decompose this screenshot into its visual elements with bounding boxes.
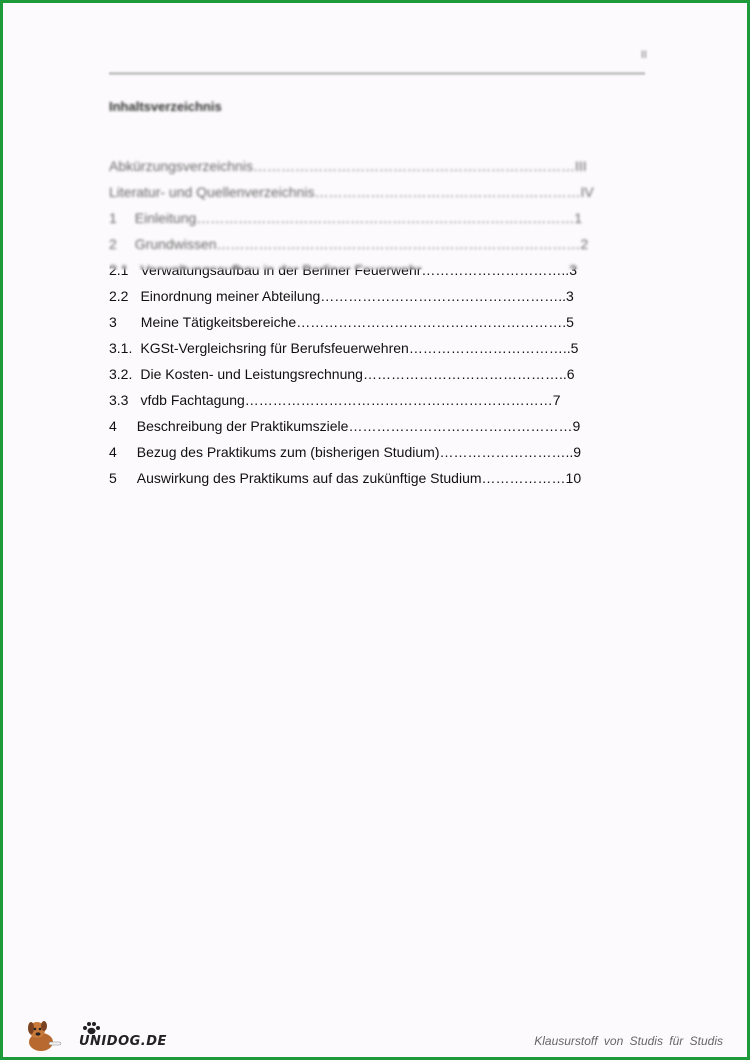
toc-entry-title: Meine Tätigkeitsbereiche [140, 314, 297, 330]
toc-entry [109, 309, 629, 335]
toc-entry [109, 283, 629, 309]
toc-entry [109, 335, 629, 361]
toc-entry-number: 2 [109, 236, 117, 252]
footer-tagline: Klausurstoff von Studis für Studis [534, 1034, 723, 1048]
toc-entry-leader: ………………………………………………………… [244, 392, 553, 408]
toc-entry-page: 3 [569, 262, 577, 278]
toc-entry-title: Grundwissen [134, 236, 217, 252]
toc-entry [109, 413, 629, 439]
header-divider [109, 72, 645, 75]
toc-entry-page: 6 [566, 366, 575, 382]
toc-entry-number: 2.1 [109, 262, 129, 278]
toc-entry-page: 9 [572, 418, 581, 434]
unidog-logo[interactable] [23, 1016, 167, 1054]
toc-entry-number: 4 [109, 418, 117, 434]
toc-entry-page: 7 [552, 392, 561, 408]
toc-entry-number: 3.3 [109, 392, 129, 408]
toc-entry-page: 2 [580, 236, 589, 252]
toc-entry-page: 5 [566, 314, 574, 330]
toc-entry-title: KGSt-Vergleichsring für Berufsfeuerwehren [140, 340, 409, 356]
toc-entry-title: Einordnung meiner Abteilung [140, 288, 321, 304]
toc-entry [109, 387, 629, 413]
toc-entry-leader: ……………………………………………………………………… [196, 210, 575, 226]
toc-entry-title: vfdb Fachtagung [140, 392, 245, 408]
page-number: II [640, 49, 647, 61]
toc-entry-leader: ………………………………………………… [314, 184, 581, 200]
toc-entry [109, 439, 629, 465]
toc-entry-leader: …………………………………………….. [320, 288, 567, 304]
toc-entry [109, 153, 629, 179]
toc-entry-number: 1 [109, 210, 117, 226]
toc-entry-leader: …………………………….. [408, 340, 571, 356]
toc-entry-title: Auswirkung des Praktikums auf das zukünftige Studium [136, 470, 482, 486]
toc-entry [109, 231, 629, 257]
toc-entry-title: Literatur- und Quellenverzeichnis [109, 184, 315, 200]
toc-entry-number: 5 [109, 470, 117, 486]
toc-entry-leader: …………………………………….. [362, 366, 567, 382]
toc-entry-leader: ……………………….. [439, 444, 574, 460]
toc-entry-page: III [574, 158, 587, 174]
toc-entry-title: Verwaltungsaufbau in der Berliner Feuerwehr [140, 262, 422, 278]
toc-entry-leader: ……………… [481, 470, 566, 486]
toc-entry-number: 3.2. [109, 366, 133, 382]
toc-entry [109, 465, 629, 491]
toc-entry-leader: …………………………………………………. [296, 314, 567, 330]
toc-title: Inhaltsverzeichnis [109, 99, 222, 114]
toc-entry-title: Abkürzungsverzeichnis [109, 158, 253, 174]
toc-entry [109, 179, 629, 205]
toc-entry-number: 3 [109, 314, 117, 330]
toc-entry-title: Bezug des Praktikums zum (bisherigen Studium) [136, 444, 440, 460]
toc-entry-number: 2.2 [109, 288, 129, 304]
toc-entry [109, 257, 629, 283]
logo-text: UNIDOG.DE [79, 1034, 167, 1049]
toc-entry [109, 205, 629, 231]
toc-entry-title: Beschreibung der Praktikumsziele [136, 418, 349, 434]
table-of-contents [109, 153, 629, 491]
toc-entry [109, 361, 629, 387]
toc-entry-number: 4 [109, 444, 117, 460]
toc-entry-number: 3.1. [109, 340, 133, 356]
toc-entry-page: 3 [566, 288, 574, 304]
toc-entry-title: Einleitung [134, 210, 197, 226]
toc-entry-leader: ………………………….. [421, 262, 570, 278]
toc-entry-page: 9 [573, 444, 582, 460]
toc-entry-leader: …………………………………………………………… [252, 158, 575, 174]
toc-entry-leader: …………………………………………………………………… [216, 236, 581, 252]
toc-entry-page: IV [580, 184, 594, 200]
toc-entry-page: 1 [574, 210, 583, 226]
toc-entry-page: 10 [565, 470, 582, 486]
toc-entry-title: Die Kosten- und Leistungsrechnung [140, 366, 363, 382]
toc-entry-page: 5 [570, 340, 579, 356]
toc-entry-leader: ………………………………………… [348, 418, 573, 434]
